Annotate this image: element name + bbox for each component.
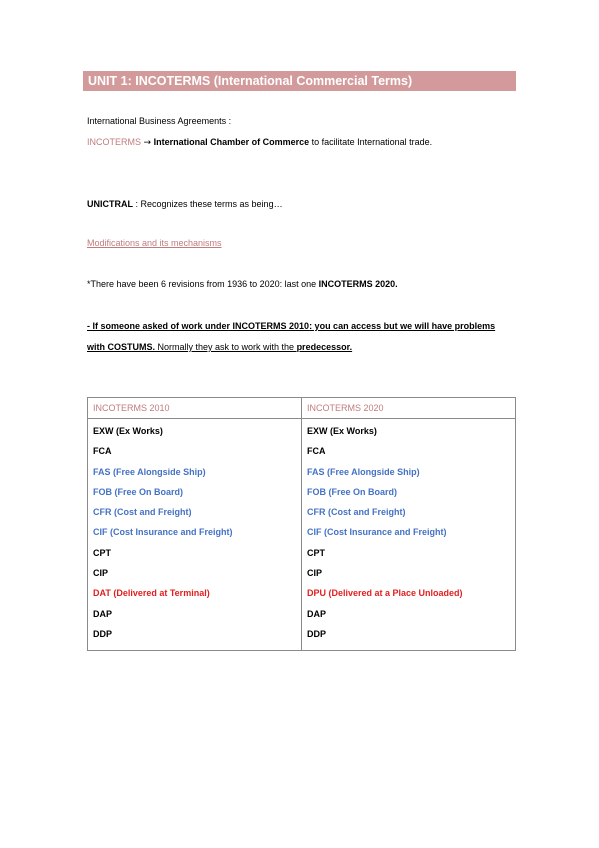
incoterms-2020-list [302, 419, 515, 650]
term-item: CIF (Cost Insurance and Freight) [307, 527, 447, 538]
term-item: DAP [93, 608, 113, 619]
term-item: EXW (Ex Works) [93, 426, 163, 436]
incoterms-comparison-table [87, 397, 516, 651]
incoterms-purpose: to facilitate International trade. [309, 137, 433, 147]
term-item: DDP [93, 628, 113, 639]
revisions-text: *There have been 6 revisions from 1936 to 2020: last one [87, 279, 319, 289]
table-header-row [88, 398, 516, 419]
term-item: FOB (Free On Board) [93, 486, 184, 497]
term-item: FAS (Free Alongside Ship) [307, 466, 420, 477]
term-item: FCA [307, 446, 326, 457]
term-item: DDP [307, 628, 327, 639]
header-incoterms-2020: INCOTERMS 2020 [307, 403, 384, 413]
warning-text-2: : you can access but we will have problems [309, 321, 496, 331]
term-item: DAP [307, 608, 327, 619]
chamber-of-commerce: International Chamber of Commerce [153, 137, 310, 147]
term-item: FOB (Free On Board) [307, 486, 398, 497]
page-title: UNIT 1: INCOTERMS (International Commercial Terms) [83, 71, 516, 91]
term-item: CIP [307, 568, 323, 579]
unictral-definition [87, 198, 283, 210]
term-item: EXW (Ex Works) [307, 426, 377, 436]
warning-incoterms-2010: INCOTERMS 2010 [232, 321, 310, 331]
warning-note-line2 [87, 341, 352, 353]
term-item: CIF (Cost Insurance and Freight) [93, 527, 233, 538]
term-item: CPT [307, 547, 325, 558]
warning-note-line1 [87, 320, 495, 332]
term-item: DPU (Delivered at a Place Unloaded) [307, 588, 463, 599]
incoterms-term: INCOTERMS [87, 137, 141, 147]
term-item: DAT (Delivered at Terminal) [93, 588, 210, 599]
unictral-term: UNICTRAL [87, 199, 133, 209]
warning-text-3: Normally they ask to work with the [155, 342, 297, 352]
warning-text-1: - If someone asked of work under [87, 321, 233, 331]
term-item: CFR (Cost and Freight) [93, 507, 192, 518]
revisions-note [87, 278, 398, 290]
intro-text: International Business Agreements : [87, 116, 232, 126]
term-item: CFR (Cost and Freight) [307, 507, 406, 518]
term-item: CPT [93, 547, 111, 558]
incoterms-2010-list [88, 419, 301, 650]
arrow-icon: → [143, 138, 152, 148]
term-item: FAS (Free Alongside Ship) [93, 466, 206, 477]
unictral-text: : Recognizes these terms as being… [133, 199, 283, 209]
warning-predecessor: predecessor. [296, 342, 353, 352]
incoterms-definition [87, 136, 432, 149]
modifications-heading: Modifications and its mechanisms [87, 238, 222, 248]
header-incoterms-2010: INCOTERMS 2010 [93, 403, 170, 413]
warning-costums: with COSTUMS. [87, 342, 155, 352]
revisions-latest: INCOTERMS 2020. [318, 279, 398, 289]
table-body-row [88, 419, 516, 651]
term-item: CIP [93, 568, 109, 579]
term-item: FCA [93, 446, 112, 457]
